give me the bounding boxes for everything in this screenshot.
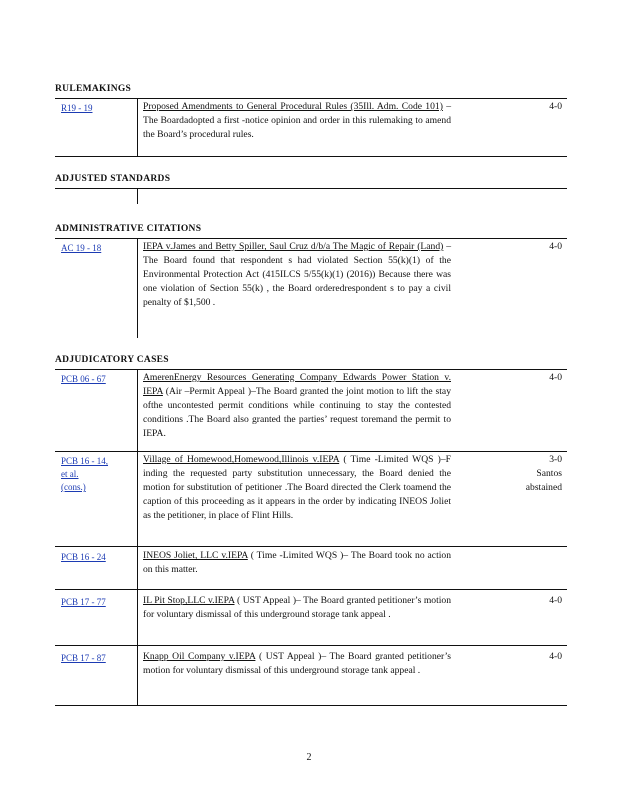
vote-line: Santos: [536, 467, 562, 479]
case-description: [143, 594, 451, 622]
vote-line: 3-0: [549, 454, 562, 465]
case-description: [143, 650, 451, 678]
docket-line: et al.: [61, 469, 79, 479]
docket-link[interactable]: PCB 16 - 24: [61, 552, 106, 562]
divider: [55, 369, 567, 370]
case-text: –The Board found that respondent s had violated Section 55(k)(1) of the Environmental Protection Act (415ILCS 5/55(k)(1) (2016)) Because there was one violation of Section 55(k) , the Board orderedrespondent s to pay a civil penalty of $1,500 .: [143, 241, 451, 308]
vote: [482, 453, 562, 495]
case-description: [143, 453, 451, 523]
section-heading-text: ADMINISTRATIVE CITATIONS: [55, 224, 202, 234]
section-heading-administrative-citations: [55, 224, 201, 234]
divider: [55, 645, 567, 646]
docket-link[interactable]: PCB 17 - 87: [61, 653, 106, 663]
divider: [55, 188, 567, 189]
docket-link[interactable]: PCB 06 - 67: [61, 374, 106, 384]
column-divider: [137, 238, 138, 338]
divider: [55, 238, 567, 239]
page-number: 2: [306, 752, 312, 763]
docket-line: (cons.): [61, 482, 86, 492]
docket-link[interactable]: AC 19 - 18: [61, 243, 102, 253]
case-title: Knapp Oil Company v.IEPA: [143, 651, 256, 662]
divider: [55, 98, 567, 99]
docket-line: PCB 16 - 14,: [61, 456, 109, 466]
case-title: IL Pit Stop,LLC v.IEPA: [143, 595, 235, 606]
vote: 4-0: [549, 101, 562, 112]
case-text: –The Boardadopted a first -notice opinion and order in this rulemaking to amend the Board’s procedural rules.: [143, 101, 451, 140]
divider: [55, 546, 567, 547]
case-text: ( Time -Limited WQS )–F inding the requested party substitution unnecessary, the Board denied the motion for substitution of petitioner .The Board directed the Clerk toamend the caption of this proceeding as it appears in the order by indicating INEOS Joliet as the petitioner, in place of Flint Hills.: [143, 454, 452, 521]
section-heading-adjudicatory-cases: [55, 355, 169, 365]
divider: [55, 589, 567, 590]
divider: [55, 705, 567, 706]
section-heading-text: ADJUSTED STANDARDS: [55, 174, 171, 184]
case-title: Proposed Amendments to General Procedural Rules (35Ill. Adm. Code 101): [143, 101, 443, 112]
case-title: INEOS Joliet, LLC v.IEPA: [143, 550, 248, 561]
divider: [55, 451, 567, 452]
case-title: IEPA v.James and Betty Spiller, Saul Cruz d/b/a The Magic of Repair (Land): [143, 241, 444, 252]
case-description: [143, 100, 451, 142]
section-heading-rulemakings: [55, 84, 131, 94]
case-title: Village of Homewood,Homewood,Illinois v.IEPA: [143, 454, 340, 465]
section-heading-text: ADJUDICATORY CASES: [55, 355, 169, 365]
case-description: [143, 371, 451, 441]
case-text: ( UST Appeal )– The Board granted petitioner’s motion for voluntary dismissal of this underground storage tank appeal .: [143, 595, 451, 620]
column-divider: [137, 369, 138, 705]
docket-link[interactable]: PCB 17 - 77: [61, 597, 106, 607]
case-title: AmerenEnergy Resources Generating Company Edwards Power Station v. IEPA: [143, 372, 451, 397]
section-heading-adjusted-standards: [55, 174, 170, 184]
vote: 4-0: [549, 372, 562, 383]
case-text: ( UST Appeal )– The Board granted petitioner’s motion for voluntary dismissal of this underground storage tank appeal .: [143, 651, 451, 676]
section-heading-text: RULEMAKINGS: [55, 84, 132, 94]
case-description: [143, 240, 451, 310]
vote: 4-0: [549, 241, 562, 252]
vote: 4-0: [549, 595, 562, 606]
case-description: [143, 549, 451, 577]
vote-line: abstained: [525, 481, 562, 493]
column-divider: [137, 98, 138, 156]
column-divider: [137, 188, 138, 204]
docket-link[interactable]: [61, 455, 108, 494]
docket-link[interactable]: R19 - 19: [61, 103, 93, 113]
case-text: ( Time -Limited WQS )– The Board took no action on this matter.: [143, 550, 451, 575]
vote: 4-0: [549, 651, 562, 662]
divider: [55, 156, 567, 157]
case-text: (Air –Permit Appeal )–The Board granted the joint motion to lift the stay ofthe uncontested permit conditions while continuing to stay the contested conditions .The Board also granted the parties’ request toremand the permit to IEPA.: [143, 385, 451, 439]
